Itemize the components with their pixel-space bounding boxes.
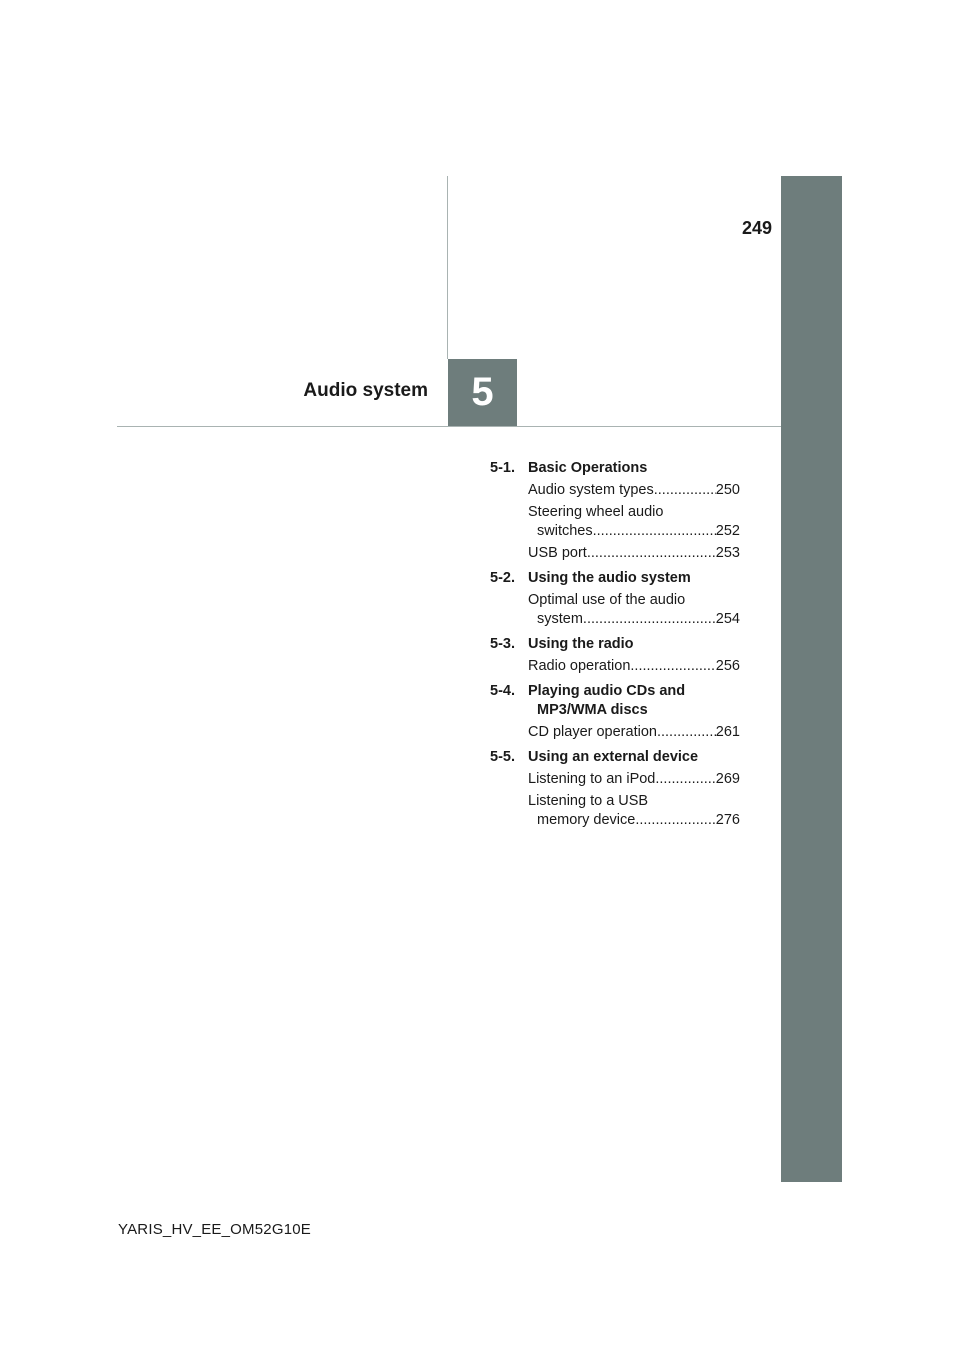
toc-section-number: 5-2.	[490, 570, 515, 586]
toc-entry-leader-line	[528, 481, 740, 500]
toc-section-title-line: Basic Operations	[528, 460, 648, 476]
vertical-rule	[447, 176, 448, 359]
toc-entry-leader-line	[528, 610, 740, 629]
toc-entry-title: switches	[537, 523, 593, 539]
toc-entry[interactable]	[528, 770, 740, 789]
toc-leader-dots	[583, 610, 716, 629]
toc-entry-title: Radio operation	[528, 658, 631, 674]
toc-section-title	[528, 682, 740, 720]
toc-section-title-line: Using the radio	[528, 636, 634, 652]
toc-entry-leader-line	[528, 770, 740, 789]
toc-leader-dots	[593, 522, 716, 541]
toc-leader-dots	[635, 811, 715, 830]
toc-section-heading[interactable]	[490, 682, 740, 720]
toc-entry-page: 252	[715, 523, 740, 539]
toc-section-block	[490, 459, 740, 563]
toc-entry-leader-line	[528, 811, 740, 830]
toc-section-title	[528, 748, 740, 767]
toc-leader-dots	[630, 657, 715, 676]
toc-leader-dots	[587, 544, 716, 563]
toc-entry-leader-line	[528, 657, 740, 676]
toc-section-number: 5-1.	[490, 460, 515, 476]
toc-entry-text: Listening to a USB	[528, 793, 649, 809]
horizontal-rule	[117, 426, 781, 427]
toc-section-title-line: MP3/WMA discs	[537, 702, 648, 718]
toc-entry[interactable]	[528, 591, 740, 629]
toc-entry-page: 261	[715, 724, 740, 740]
toc-entry-leader-line	[528, 723, 740, 742]
toc-section-block	[490, 748, 740, 830]
toc-entry-title: Listening to an iPod	[528, 771, 656, 787]
toc-section-heading[interactable]	[490, 459, 740, 478]
toc-entry-page: 253	[715, 545, 740, 561]
toc-section-title-line: Playing audio CDs and	[528, 683, 686, 699]
toc-section-heading[interactable]	[490, 569, 740, 588]
toc-entry-title: memory device	[537, 812, 636, 828]
toc-entry[interactable]	[528, 503, 740, 541]
toc-leader-dots	[655, 770, 715, 789]
toc-entry-text: Steering wheel audio	[528, 504, 664, 520]
toc-leader-dots	[657, 723, 716, 742]
toc-entry-title: Audio system types	[528, 482, 654, 498]
toc-section-title	[528, 635, 740, 654]
toc-entry[interactable]	[528, 481, 740, 500]
toc-entry-page: 256	[715, 658, 740, 674]
toc-entry-leader-line	[528, 522, 740, 541]
toc-section-title	[528, 569, 740, 588]
toc-entry-title: CD player operation	[528, 724, 657, 740]
toc-entry[interactable]	[528, 792, 740, 830]
toc-section-number: 5-3.	[490, 636, 515, 652]
toc-section-block	[490, 569, 740, 629]
toc-section-title	[528, 459, 740, 478]
toc-entry-page: 276	[715, 812, 740, 828]
chapter-side-tab	[781, 176, 842, 1182]
toc-section-title-line: Using the audio system	[528, 570, 691, 586]
toc-entry-page: 250	[715, 482, 740, 498]
toc-entry[interactable]	[528, 723, 740, 742]
toc-section-title-line: Using an external device	[528, 749, 699, 765]
toc-entry-page: 254	[715, 611, 740, 627]
toc-entry-title: USB port	[528, 545, 587, 561]
toc-entry-text: Optimal use of the audio	[528, 592, 686, 608]
toc-section-number: 5-4.	[490, 683, 515, 699]
toc-entry[interactable]	[528, 544, 740, 563]
toc-entry[interactable]	[528, 657, 740, 676]
toc-entry-page: 269	[715, 771, 740, 787]
toc-entry-leader-line	[528, 544, 740, 563]
chapter-title: Audio system	[303, 380, 428, 401]
toc-section-heading[interactable]	[490, 635, 740, 654]
toc-leader-dots	[654, 481, 716, 500]
toc-section-heading[interactable]	[490, 748, 740, 767]
page-number: 249	[741, 218, 772, 238]
toc-entry-title: system	[537, 611, 583, 627]
table-of-contents	[490, 459, 740, 830]
toc-section-number: 5-5.	[490, 749, 515, 765]
chapter-number-box	[448, 359, 517, 426]
chapter-number: 5	[471, 370, 494, 414]
document-code: YARIS_HV_EE_OM52G10E	[118, 1221, 311, 1238]
toc-section-block	[490, 682, 740, 742]
toc-section-block	[490, 635, 740, 676]
